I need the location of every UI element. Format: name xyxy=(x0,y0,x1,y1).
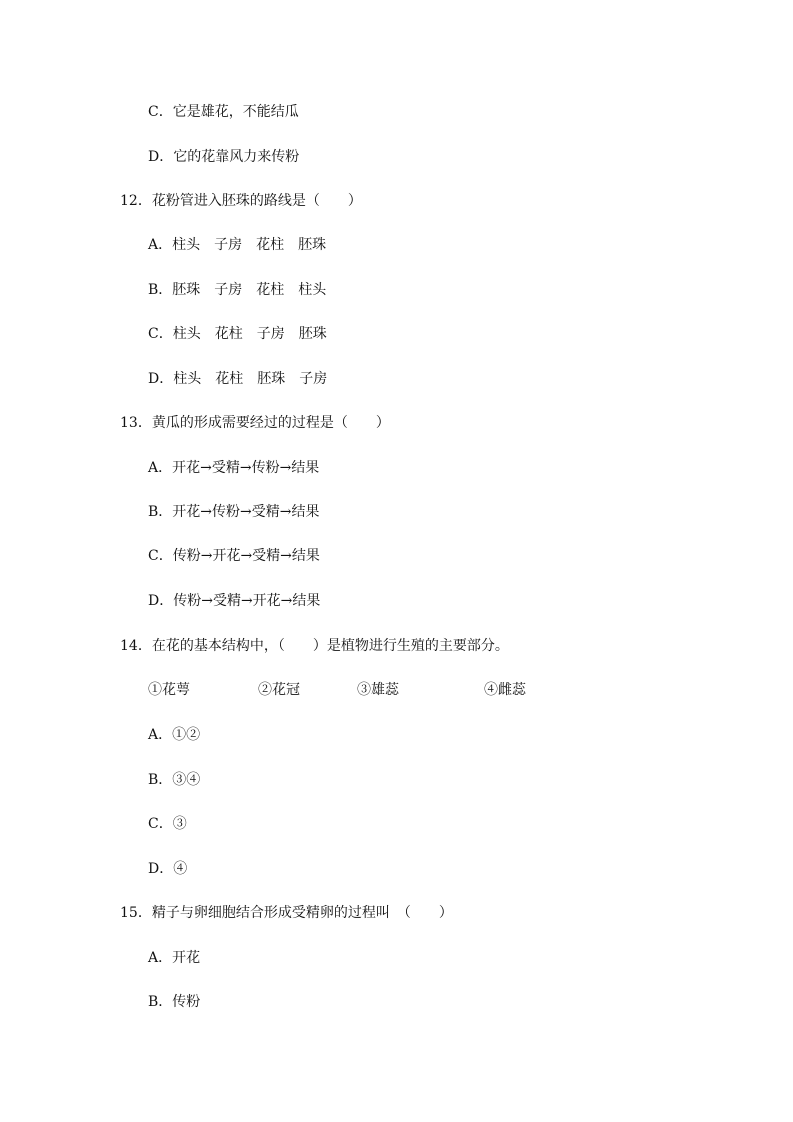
flower-part-label: ③雄蕊 xyxy=(357,682,399,698)
answer-option: C．它是雄花，不能结瓜 xyxy=(148,104,299,120)
question-stem: 14．在花的基本结构中，（ ）是植物进行生殖的主要部分。 xyxy=(120,638,509,654)
question-stem: 12．花粉管进入胚珠的路线是（ ） xyxy=(120,193,362,209)
question-stem: 15．精子与卵细胞结合形成受精卵的过程叫 （ ） xyxy=(120,905,453,921)
answer-option: B．胚珠 子房 花柱 柱头 xyxy=(148,282,327,298)
answer-option: A．开花 xyxy=(148,950,201,966)
answer-option: A．柱头 子房 花柱 胚珠 xyxy=(148,237,327,253)
answer-option: D．④ xyxy=(148,861,188,877)
answer-option: D．柱头 花柱 胚珠 子房 xyxy=(148,371,328,387)
flower-part-label: ④雌蕊 xyxy=(484,682,526,698)
answer-option: C．传粉→开花→受精→结果 xyxy=(148,548,320,564)
answer-option: A．①② xyxy=(148,727,201,743)
answer-option: D．它的花靠风力来传粉 xyxy=(148,149,300,165)
answer-option: B．传粉 xyxy=(148,994,201,1010)
answer-option: D．传粉→受精→开花→结果 xyxy=(148,593,321,609)
answer-option: A．开花→受精→传粉→结果 xyxy=(148,460,320,476)
answer-option: C．③ xyxy=(148,816,187,832)
answer-option: B．③④ xyxy=(148,772,201,788)
flower-part-label: ②花冠 xyxy=(258,682,300,698)
flower-part-label: ①花萼 xyxy=(148,682,190,698)
answer-option: B．开花→传粉→受精→结果 xyxy=(148,504,320,520)
answer-option: C．柱头 花柱 子房 胚珠 xyxy=(148,326,327,342)
question-stem: 13．黄瓜的形成需要经过的过程是（ ） xyxy=(120,415,390,431)
